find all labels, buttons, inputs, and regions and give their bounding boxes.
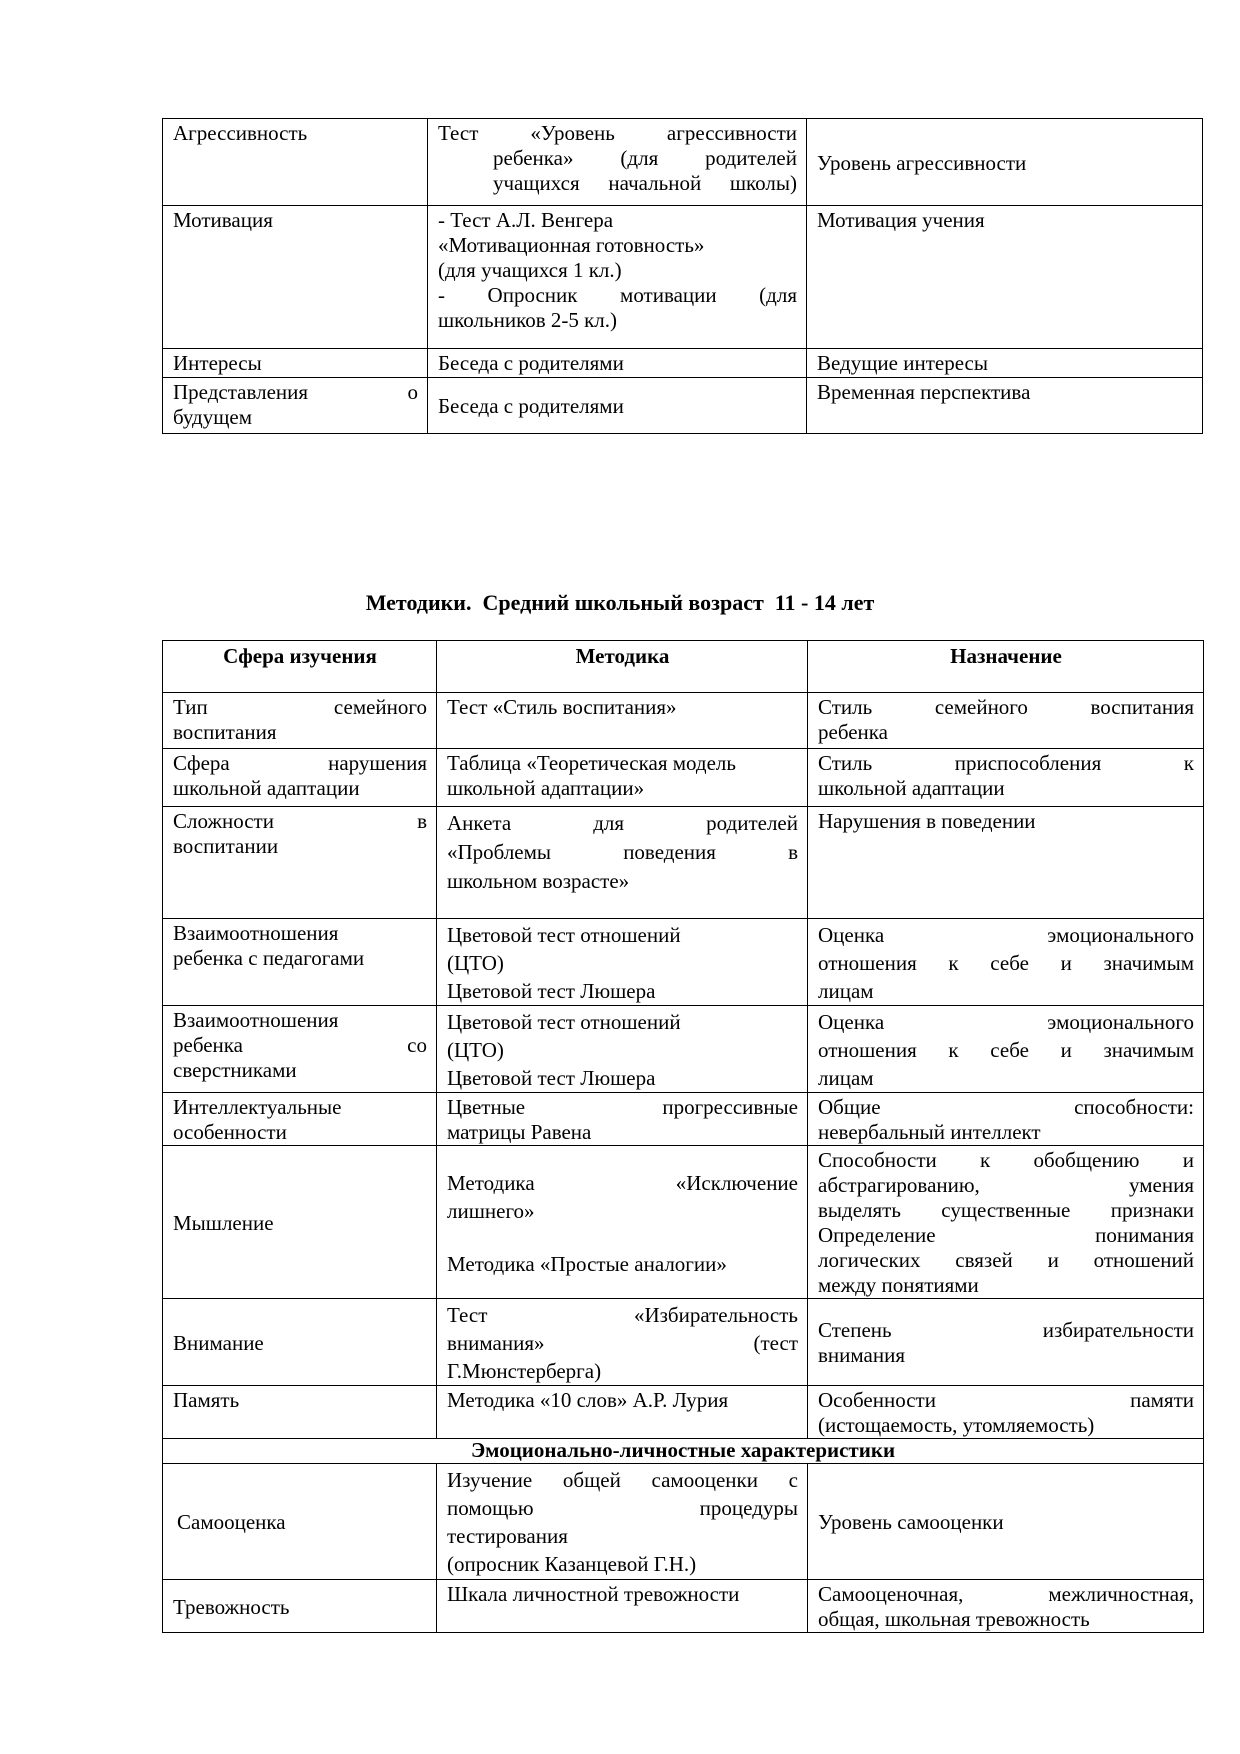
method-cell: Цветовой тест отношений (ЦТО) Цветовой тест Люшера [437,919,808,1006]
purpose-cell: Стиль семейного воспитания ребенка [808,693,1204,749]
header-row [163,641,1204,693]
header-sphere: Сфера изучения [163,641,437,693]
purpose-cell: Мотивация учения [807,206,1203,349]
table-row [163,807,1204,919]
table-row [163,693,1204,749]
sphere-cell: Сфера нарушения школьной адаптации [163,749,437,807]
section-row-label: Эмоционально-личностные характеристики [163,1439,1204,1464]
table-row [163,919,1204,1006]
table-row [163,1299,1204,1386]
sphere-cell: Внимание [163,1299,437,1386]
method-cell: - Тест А.Л. Венгера «Мотивационная готовность» (для учащихся 1 кл.) - Опросник мотивации (для школьников 2-5 кл.) [428,206,807,349]
method-cell: Цветные прогрессивные матрицы Равена [437,1093,808,1146]
table-row [163,1006,1204,1093]
method-cell: Беседа с родителями [428,378,807,434]
table-row [163,1464,1204,1580]
sphere-cell: Самооценка [163,1464,437,1580]
middle-school-methods-table [162,640,1204,1633]
method-cell: Методика «10 слов» А.Р. Лурия [437,1386,808,1439]
method-cell: Методика «Исключение лишнего» Методика «Простые аналогии» [437,1146,808,1299]
purpose-cell: Нарушения в поведении [808,807,1204,919]
header-purpose: Назначение [808,641,1204,693]
table-row [163,1386,1204,1439]
sphere-cell: Сложности в воспитании [163,807,437,919]
sphere-cell: Мотивация [163,206,428,349]
method-cell: Тест «Уровень агрессивности ребенка» (для родителей учащихся начальной школы) [428,119,807,206]
sphere-cell: Интересы [163,349,428,378]
sphere-cell: Взаимоотношения ребенка с педагогами [163,919,437,1006]
top-methods-table [162,118,1203,434]
sphere-cell: Мышление [163,1146,437,1299]
method-cell: Беседа с родителями [428,349,807,378]
table-row [163,349,1203,378]
purpose-cell: Стиль приспособления к школьной адаптации [808,749,1204,807]
method-cell: Таблица «Теоретическая модель школьной адаптации» [437,749,808,807]
purpose-cell: Временная перспектива [807,378,1203,434]
table-row [163,749,1204,807]
table-row [163,206,1203,349]
purpose-cell: Уровень самооценки [808,1464,1204,1580]
sphere-cell: Память [163,1386,437,1439]
method-cell: Изучение общей самооценки с помощью процедуры тестирования (опросник Казанцевой Г.Н.) [437,1464,808,1580]
sphere-cell: Агрессивность [163,119,428,206]
method-cell: Шкала личностной тревожности [437,1580,808,1633]
section-row [163,1439,1204,1464]
table-row [163,1093,1204,1146]
table-row [163,1146,1204,1299]
purpose-cell: Уровень агрессивности [807,119,1203,206]
section-title: Методики. Средний школьный возраст 11 - 14 лет [365,590,875,615]
purpose-cell: Общие способности: невербальный интеллект [808,1093,1204,1146]
purpose-cell: Степень избирательности внимания [808,1299,1204,1386]
purpose-cell: Оценка эмоционального отношения к себе и значимым лицам [808,1006,1204,1093]
sphere-cell: Представления о будущем [163,378,428,434]
header-method: Методика [437,641,808,693]
table-row [163,1580,1204,1633]
purpose-cell: Самооценочная, межличностная, общая, школьная тревожность [808,1580,1204,1633]
sphere-cell: Тип семейного воспитания [163,693,437,749]
method-cell: Тест «Стиль воспитания» [437,693,808,749]
method-cell: Цветовой тест отношений (ЦТО) Цветовой тест Люшера [437,1006,808,1093]
method-cell: Анкета для родителей «Проблемы поведения в школьном возрасте» [437,807,808,919]
sphere-cell: Интеллектуальные особенности [163,1093,437,1146]
method-cell: Тест «Избирательность внимания» (тест Г.Мюнстерберга) [437,1299,808,1386]
purpose-cell: Способности к обобщению и абстрагированию, умения выделять существенные признаки Определение понимания логических связей и отношений между понятиями [808,1146,1204,1299]
purpose-cell: Особенности памяти (истощаемость, утомляемость) [808,1386,1204,1439]
table-row [163,378,1203,434]
purpose-cell: Ведущие интересы [807,349,1203,378]
table-row [163,119,1203,206]
sphere-cell: Тревожность [163,1580,437,1633]
purpose-cell: Оценка эмоционального отношения к себе и значимым лицам [808,919,1204,1006]
sphere-cell: Взаимоотношения ребенка со сверстниками [163,1006,437,1093]
